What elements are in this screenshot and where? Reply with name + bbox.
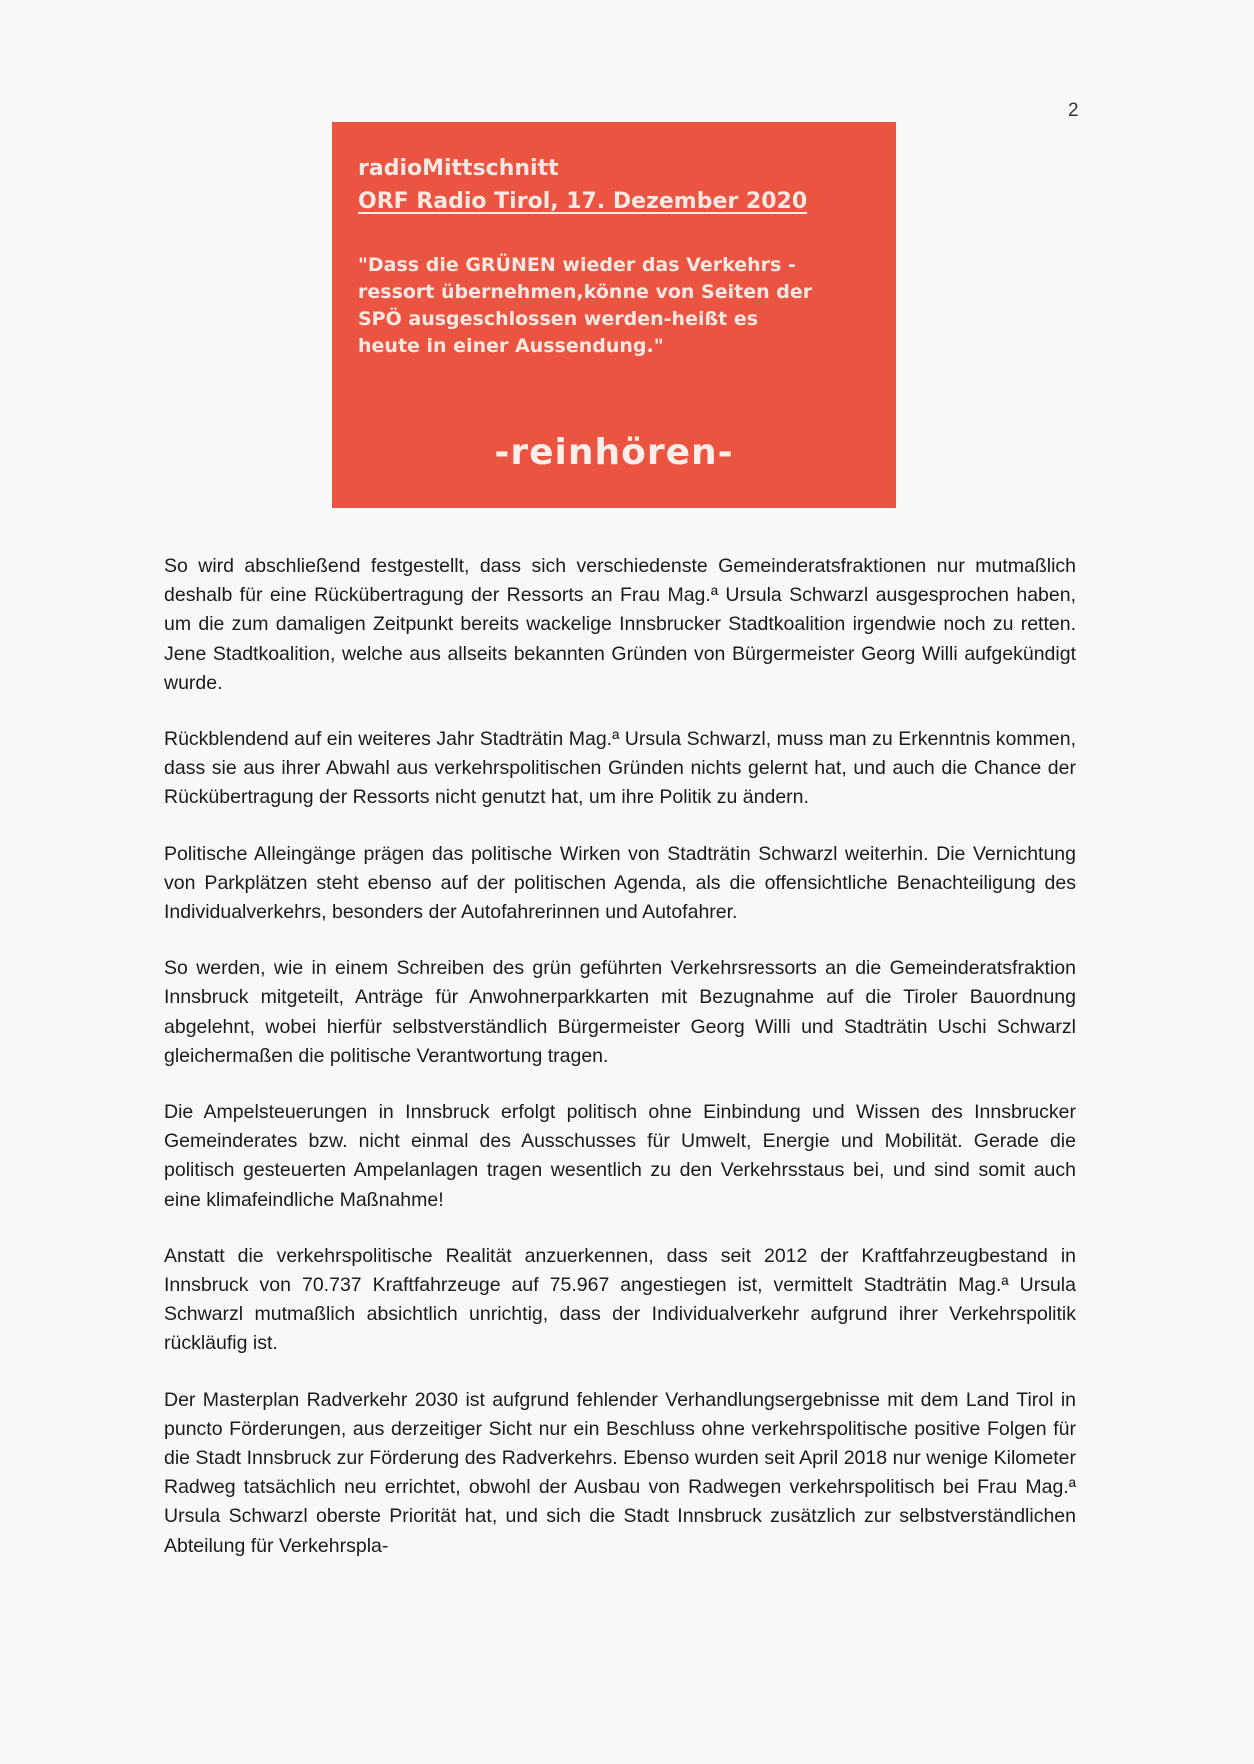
radio-excerpt-box [332, 122, 896, 508]
box-title: radioMittschnitt [358, 156, 559, 181]
listen-link[interactable]: -reinhören- [494, 432, 734, 473]
paragraph: Politische Alleingänge prägen das politische Wirken von Stadträtin Schwarzl weiterhin. Die Vernichtung von Parkplätzen steht ebenso auf der politischen Agenda, als die offensichtliche Benachteiligung des Individualverkehrs, besonders der Autofahrerinnen und Autofahrer. [164, 842, 1076, 924]
paragraph: So wird abschließend festgestellt, dass sich verschiedenste Gemeinderatsfraktionen nur mutmaßlich deshalb für eine Rückübertragung der Ressorts an Frau Mag.ª Ursula Schwarzl ausgesprochen haben, um die zum damaligen Zeitpunkt bereits wackelige Innsbrucker Stadtkoalition irgendwie noch zu retten. Jene Stadtkoalition, welche aus allseits bekannten Gründen von Bürgermeister Georg Willi aufgekündigt wurde. [164, 555, 1076, 694]
paragraph: Der Masterplan Radverkehr 2030 ist aufgrund fehlender Verhandlungsergebnisse mit dem Land Tirol in puncto Förderungen, aus derzeitiger Sicht nur ein Beschluss ohne verkehrspolitische positive Folgen für die Stadt Innsbruck zur Förderung des Radverkehrs. Ebenso wurden seit April 2018 nur wenige Kilometer Radweg tatsächlich neu errichtet, obwohl der Ausbau von Radwegen verkehrspolitisch bei Frau Mag.ª Ursula Schwarzl oberste Priorität hat, und sich die Stadt Innsbruck zusätzlich zur selbstverständlichen Abteilung für Verkehrspla- [164, 1388, 1076, 1557]
body-text [164, 552, 1076, 1561]
page-number: 2 [1068, 100, 1079, 121]
quote-line: "Dass die GRÜNEN wieder das Verkehrs - [358, 254, 796, 276]
box-subtitle: ORF Radio Tirol, 17. Dezember 2020 [358, 189, 808, 214]
paragraph: Die Ampelsteuerungen in Innsbruck erfolgt politisch ohne Einbindung und Wissen des Innsbrucker Gemeinderates bzw. nicht einmal des Ausschusses für Umwelt, Energie und Mobilität. Gerade die politisch gesteuerten Ampelanlagen tragen wesentlich zu den Verkehrsstaus bei, und sind somit auch eine klimafeindliche Maßnahme! [164, 1101, 1076, 1211]
paragraph: So werden, wie in einem Schreiben des grün geführten Verkehrsressorts an die Gemeinderatsfraktion Innsbruck mitgeteilt, Anträge für Anwohnerparkkarten mit Bezugnahme auf die Tiroler Bauordnung abgelehnt, wobei hierfür selbstverständlich Bürgermeister Georg Willi und Stadträtin Uschi Schwarzl gleichermaßen die politische Verantwortung tragen. [164, 957, 1076, 1067]
paragraph: Rückblendend auf ein weiteres Jahr Stadträtin Mag.ª Ursula Schwarzl, muss man zu Erkenntnis kommen, dass sie aus ihrer Abwahl aus verkehrspolitischen Gründen nichts gelernt hat, und auch die Chance der Rückübertragung der Ressorts nicht genutzt hat, um ihre Politik zu ändern. [164, 728, 1076, 809]
paragraph: Anstatt die verkehrspolitische Realität anzuerkennen, dass seit 2012 der Kraftfahrzeugbestand in Innsbruck von 70.737 Kraftfahrzeuge auf 75.967 angestiegen ist, vermittelt Stadträtin Mag.ª Ursula Schwarzl mutmaßlich absichtlich unrichtig, dass der Individualverkehr aufgrund ihrer Verkehrspolitik rückläufig ist. [164, 1244, 1076, 1355]
quote-line: SPÖ ausgeschlossen werden-heißt es [358, 308, 759, 330]
quote-line: ressort übernehmen,könne von Seiten der [358, 281, 813, 303]
quote-line: heute in einer Aussendung." [358, 335, 664, 357]
box-quote [358, 252, 896, 360]
